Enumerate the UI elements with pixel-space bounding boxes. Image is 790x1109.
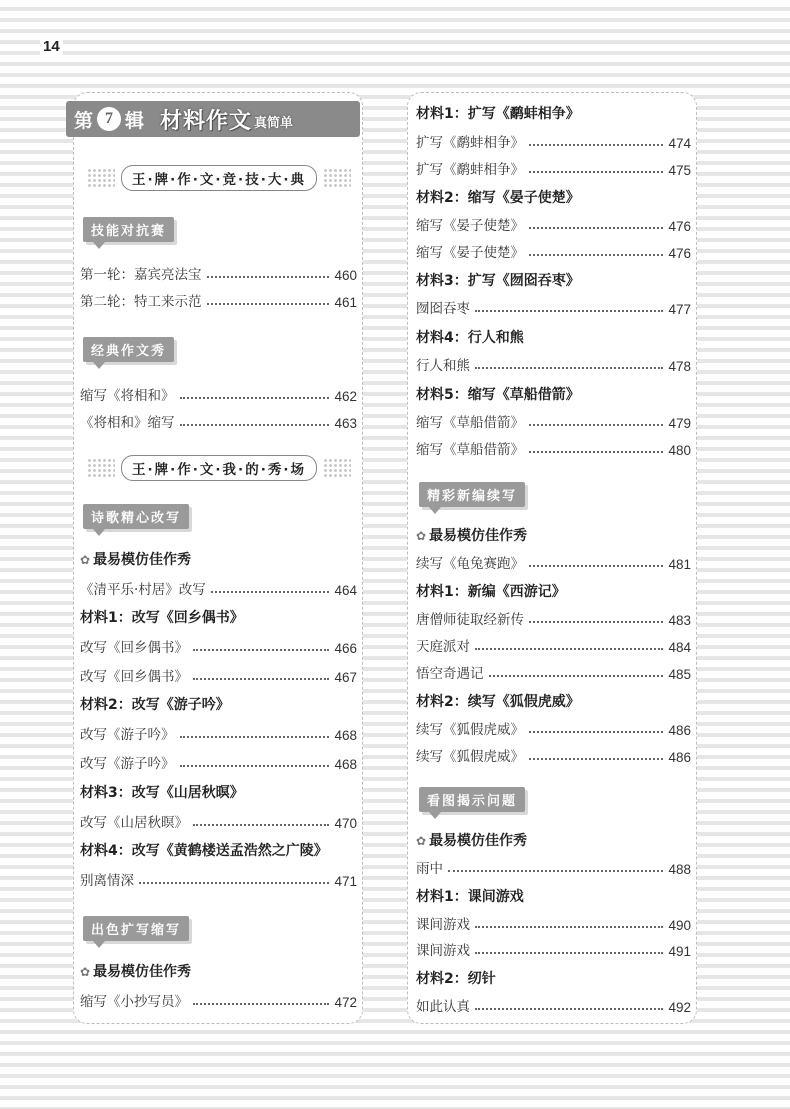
toc-entry-title: 缩写《晏子使楚》: [416, 218, 524, 234]
dot-leader: [180, 765, 330, 767]
toc-entry-page: 477: [668, 302, 691, 317]
best-works-heading: ✿ 最易模仿佳作秀: [80, 964, 192, 980]
right-toc-panel: [407, 92, 697, 1024]
toc-entry-title: 扩写《鹬蚌相争》: [416, 135, 524, 151]
toc-entry[interactable]: [416, 297, 691, 317]
toc-entry[interactable]: [80, 263, 357, 283]
gear-icon: ✿: [416, 834, 427, 848]
toc-entry-page: 460: [334, 268, 357, 283]
toc-entry[interactable]: [80, 578, 357, 598]
toc-entry-title: 课间游戏: [416, 917, 470, 933]
material-heading: 材料5：缩写《草船借箭》: [416, 387, 580, 403]
toc-entry-page: 462: [334, 389, 357, 404]
toc-entry-page: 484: [668, 640, 691, 655]
best-works-heading: ✿ 最易模仿佳作秀: [416, 528, 528, 544]
toc-entry[interactable]: [416, 411, 691, 431]
toc-entry-title: 唐僧师徒取经新传: [416, 612, 524, 628]
section-banner-label: 王·牌·作·文·竞·技·大·典: [121, 165, 317, 191]
toc-entry-title: 别离情深: [80, 873, 134, 889]
dot-leader: [475, 367, 663, 369]
toc-entry-title: 续写《龟兔赛跑》: [416, 556, 524, 572]
dot-leader: [193, 678, 329, 680]
dot-leader: [139, 882, 329, 884]
material-heading: 材料3：改写《山居秋暝》: [80, 785, 244, 801]
toc-entry-title: 改写《游子吟》: [80, 756, 175, 772]
chapter-subtitle: 真简单: [254, 116, 294, 131]
toc-entry-page: 485: [668, 667, 691, 682]
toc-entry-page: 491: [668, 944, 691, 959]
toc-entry[interactable]: [416, 718, 691, 738]
dot-leader: [475, 310, 663, 312]
toc-entry[interactable]: [80, 665, 357, 685]
toc-entry[interactable]: [80, 811, 357, 831]
toc-entry-page: 478: [668, 359, 691, 374]
toc-entry[interactable]: [416, 354, 691, 374]
toc-entry[interactable]: [416, 552, 691, 572]
section-banner: [84, 455, 354, 481]
dot-leader: [193, 824, 329, 826]
toc-entry[interactable]: [416, 662, 691, 682]
toc-entry[interactable]: [80, 411, 357, 431]
section-tag: 出色扩写缩写: [83, 916, 189, 941]
toc-entry-page: 470: [334, 816, 357, 831]
section-banner: [84, 165, 354, 191]
best-works-heading: ✿ 最易模仿佳作秀: [416, 833, 528, 849]
dot-leader: [475, 1008, 663, 1010]
dot-leader: [529, 424, 663, 426]
dot-leader: [529, 621, 663, 623]
dot-leader: [180, 736, 330, 738]
material-heading: 材料4：改写《黄鹤楼送孟浩然之广陵》: [80, 843, 328, 859]
dot-leader: [211, 591, 330, 593]
material-heading: 材料3：扩写《囫囵吞枣》: [416, 273, 580, 289]
toc-entry-title: 缩写《将相和》: [80, 388, 175, 404]
toc-entry[interactable]: [80, 723, 357, 743]
toc-entry-title: 改写《回乡偶书》: [80, 640, 188, 656]
toc-entry[interactable]: [416, 608, 691, 628]
toc-entry[interactable]: [416, 131, 691, 151]
toc-entry[interactable]: [416, 438, 691, 458]
section-banner-label: 王·牌·作·文·我·的·秀·场: [121, 455, 317, 481]
toc-entry[interactable]: [416, 635, 691, 655]
chapter-number: 7: [97, 107, 121, 131]
dot-leader: [529, 451, 663, 453]
material-heading: 材料1：新编《西游记》: [416, 584, 566, 600]
toc-entry[interactable]: [416, 158, 691, 178]
dot-leader: [475, 926, 663, 928]
toc-entry-page: 476: [668, 219, 691, 234]
material-heading: 材料1：改写《回乡偶书》: [80, 610, 244, 626]
dot-leader: [193, 649, 329, 651]
dots-decoration: [323, 168, 351, 188]
toc-entry-page: 486: [668, 723, 691, 738]
dot-leader: [529, 565, 663, 567]
toc-entry-title: 改写《山居秋暝》: [80, 815, 188, 831]
best-works-heading: ✿ 最易模仿佳作秀: [80, 552, 192, 568]
toc-entry-title: 第一轮：嘉宾亮法宝: [80, 267, 202, 283]
dot-leader: [180, 397, 330, 399]
material-heading: 材料4：行人和熊: [416, 330, 524, 346]
toc-entry-page: 488: [668, 862, 691, 877]
dot-leader: [193, 1003, 329, 1005]
toc-entry-page: 468: [334, 757, 357, 772]
section-tag: 看图揭示问题: [419, 787, 525, 812]
material-heading: 材料1：课间游戏: [416, 889, 524, 905]
material-heading: 材料2：改写《游子吟》: [80, 697, 230, 713]
toc-entry-page: 475: [668, 163, 691, 178]
dot-leader: [207, 303, 330, 305]
toc-entry[interactable]: [416, 214, 691, 234]
toc-entry-page: 463: [334, 416, 357, 431]
toc-entry-title: 缩写《晏子使楚》: [416, 245, 524, 261]
toc-entry-page: 476: [668, 246, 691, 261]
toc-entry-title: 扩写《鹬蚌相争》: [416, 162, 524, 178]
toc-entry[interactable]: [80, 990, 357, 1010]
toc-entry-page: 479: [668, 416, 691, 431]
page-number: 14: [40, 38, 63, 55]
toc-entry-title: 改写《回乡偶书》: [80, 669, 188, 685]
section-tag: 经典作文秀: [83, 337, 174, 362]
dot-leader: [207, 276, 330, 278]
toc-entry-title: 续写《狐假虎威》: [416, 749, 524, 765]
toc-entry[interactable]: [80, 869, 357, 889]
toc-entry-page: 492: [668, 1000, 691, 1015]
toc-entry-title: 行人和熊: [416, 358, 470, 374]
left-toc-panel: [73, 92, 363, 1024]
toc-entry-title: 续写《狐假虎威》: [416, 722, 524, 738]
material-heading: 材料2：纫针: [416, 971, 496, 987]
toc-entry-title: 悟空奇遇记: [416, 666, 484, 682]
material-heading: 材料2：缩写《晏子使楚》: [416, 190, 580, 206]
section-tag: 精彩新编续写: [419, 482, 525, 507]
section-tag: 技能对抗赛: [83, 217, 174, 242]
toc-entry-title: 如此认真: [416, 999, 470, 1015]
dot-leader: [529, 171, 663, 173]
dot-leader: [475, 952, 663, 954]
toc-entry-title: 缩写《小抄写员》: [80, 994, 188, 1010]
toc-entry-title: 第二轮：特工来示范: [80, 294, 202, 310]
toc-entry[interactable]: [416, 745, 691, 765]
dot-leader: [448, 870, 663, 872]
toc-entry-title: 缩写《草船借箭》: [416, 442, 524, 458]
toc-entry-page: 468: [334, 728, 357, 743]
toc-entry[interactable]: [80, 752, 357, 772]
material-heading: 材料2：续写《狐假虎威》: [416, 694, 580, 710]
toc-entry-page: 481: [668, 557, 691, 572]
dot-leader: [180, 424, 330, 426]
section-tag: 诗歌精心改写: [83, 504, 189, 529]
dot-leader: [529, 731, 663, 733]
toc-entry-title: 缩写《草船借箭》: [416, 415, 524, 431]
toc-entry-title: 《清平乐·村居》改写: [80, 582, 206, 598]
gear-icon: ✿: [80, 553, 91, 567]
dots-decoration: [323, 458, 351, 478]
toc-entry-title: 改写《游子吟》: [80, 727, 175, 743]
toc-entry-page: 471: [334, 874, 357, 889]
toc-entry[interactable]: [416, 939, 691, 959]
toc-entry-page: 464: [334, 583, 357, 598]
toc-entry[interactable]: [416, 241, 691, 261]
toc-entry-page: 472: [334, 995, 357, 1010]
chapter-title: 材料作文: [160, 107, 253, 134]
chapter-label-di: 第: [74, 109, 94, 132]
toc-entry-page: 467: [334, 670, 357, 685]
toc-entry[interactable]: [416, 857, 691, 877]
dot-leader: [529, 144, 663, 146]
toc-entry-page: 466: [334, 641, 357, 656]
material-heading: 材料1：扩写《鹬蚌相争》: [416, 106, 580, 122]
toc-entry-page: 486: [668, 750, 691, 765]
toc-entry[interactable]: [416, 995, 691, 1015]
chapter-header: [66, 101, 360, 137]
toc-entry-title: 雨中: [416, 861, 443, 877]
toc-entry-title: 囫囵吞枣: [416, 301, 470, 317]
toc-entry-title: 天庭派对: [416, 639, 470, 655]
toc-entry[interactable]: [80, 636, 357, 656]
dot-leader: [475, 648, 663, 650]
toc-entry-page: 480: [668, 443, 691, 458]
toc-entry-page: 461: [334, 295, 357, 310]
chapter-label-ji: 辑: [125, 109, 145, 132]
dot-leader: [529, 227, 663, 229]
dot-leader: [489, 675, 664, 677]
gear-icon: ✿: [416, 529, 427, 543]
dot-leader: [529, 254, 663, 256]
toc-entry[interactable]: [80, 290, 357, 310]
toc-entry[interactable]: [80, 384, 357, 404]
toc-entry-page: 474: [668, 136, 691, 151]
toc-entry-page: 490: [668, 918, 691, 933]
gear-icon: ✿: [80, 965, 91, 979]
dots-decoration: [87, 168, 115, 188]
dots-decoration: [87, 458, 115, 478]
toc-entry-title: 《将相和》缩写: [80, 415, 175, 431]
toc-entry-page: 483: [668, 613, 691, 628]
toc-entry[interactable]: [416, 913, 691, 933]
toc-entry-title: 课间游戏: [416, 943, 470, 959]
dot-leader: [529, 758, 663, 760]
